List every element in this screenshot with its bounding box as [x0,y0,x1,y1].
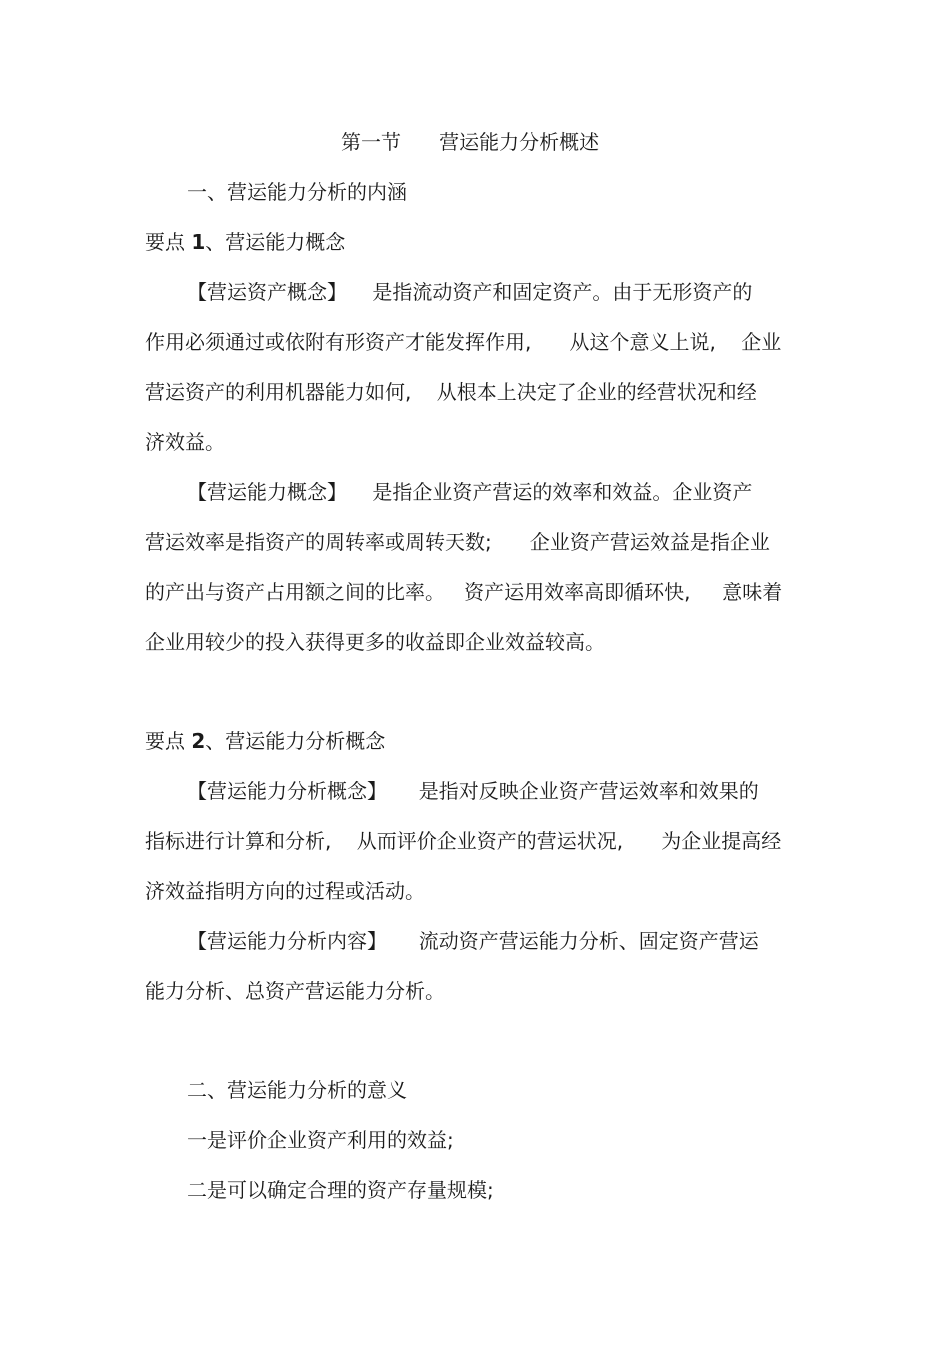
point-text: 、营运能力概念 [205,230,346,254]
paragraph-line: 的产出与资产占用额之间的比率。 资产运用效率高即循环快, 意味着 [145,580,783,604]
section-heading-2: 二、营运能力分析的意义 [187,1078,407,1102]
paragraph-line: 指标进行计算和分析, 从而评价企业资产的营运状况, 为企业提高经 [145,829,782,853]
point-number: 1 [191,230,206,254]
point-text: 、营运能力分析概念 [205,729,386,753]
point-heading-1 [145,228,345,256]
point-prefix: 要点 [145,230,192,254]
paragraph-line: 【营运能力分析概念】 是指对反映企业资产营运效率和效果的 [187,779,759,803]
paragraph-line: 【营运能力概念】 是指企业资产营运的效率和效益。企业资产 [187,480,753,504]
page-title: 第一节 营运能力分析概述 [341,130,600,154]
point-prefix: 要点 [145,729,192,753]
list-item: 二是可以确定合理的资产存量规模; [187,1178,494,1202]
paragraph-line: 【营运能力分析内容】 流动资产营运能力分析、固定资产营运 [187,929,759,953]
paragraph-line: 能力分析、总资产营运能力分析。 [145,979,445,1003]
section-heading-1: 一、营运能力分析的内涵 [187,180,407,204]
paragraph-line: 作用必须通过或依附有形资产才能发挥作用, 从这个意义上说, 企业 [145,330,782,354]
paragraph-line: 济效益指明方向的过程或活动。 [145,879,425,903]
paragraph-line: 营运效率是指资产的周转率或周转天数; 企业资产营运效益是指企业 [145,530,770,554]
paragraph-line: 企业用较少的投入获得更多的收益即企业效益较高。 [145,630,605,654]
list-item: 一是评价企业资产利用的效益; [187,1128,454,1152]
paragraph-line: 营运资产的利用机器能力如何, 从根本上决定了企业的经营状况和经 [145,380,757,404]
paragraph-line: 济效益。 [145,430,225,454]
paragraph-line: 【营运资产概念】 是指流动资产和固定资产。由于无形资产的 [187,280,753,304]
point-heading-2 [145,727,385,755]
point-number: 2 [191,729,206,753]
